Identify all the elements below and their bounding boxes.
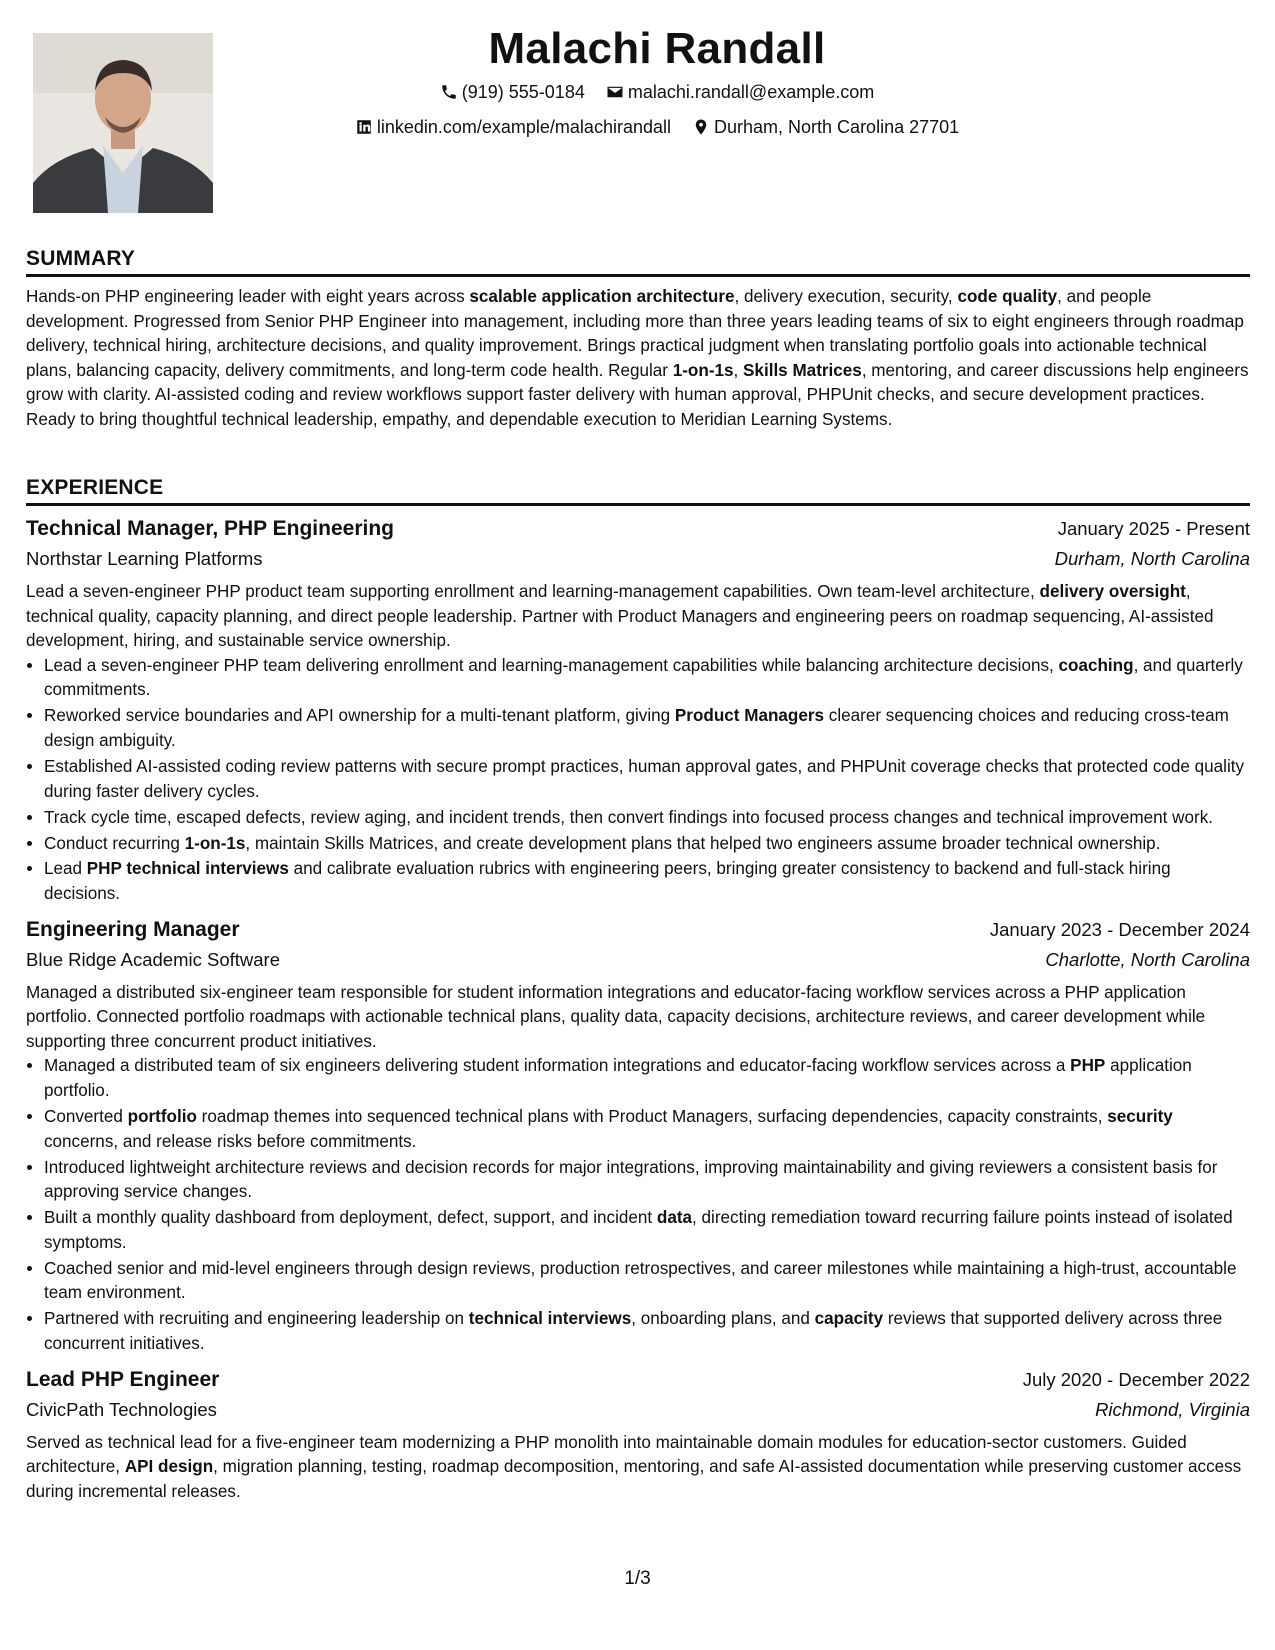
- job-title: Technical Manager, PHP Engineering: [26, 517, 394, 540]
- list-item: [44, 806, 1250, 831]
- text-run: Introduced lightweight architecture reviews and decision records for major integrations, improving maintainability and giving reviewers a consistent basis for approving service changes.: [44, 1157, 1218, 1202]
- text-run: , maintain Skills Matrices, and create development plans that helped two engineers assume broader technical ownership.: [245, 833, 1161, 853]
- text-run: Reworked service boundaries and API ownership for a multi-tenant platform, giving: [44, 706, 675, 726]
- emphasis-text: scalable application architecture: [469, 287, 735, 306]
- text-run: application portfolio.: [44, 1056, 1192, 1101]
- job-description: [26, 580, 1250, 654]
- summary-section: [26, 245, 1250, 433]
- text-run: Served as technical lead for a five-engineer team modernizing a PHP monolith into maintainable domain modules for education-sector customers. Guided architecture,: [26, 1432, 1187, 1477]
- emphasis-text: portfolio: [127, 1107, 197, 1127]
- emphasis-text: data: [656, 1208, 693, 1228]
- job-title-row: [26, 915, 1250, 945]
- job-bullet-list: [26, 1054, 1250, 1356]
- job-company: Northstar Learning Platforms: [26, 548, 263, 569]
- emphasis-text: code quality: [957, 287, 1058, 306]
- emphasis-text: security: [1107, 1107, 1173, 1127]
- job-company: CivicPath Technologies: [26, 1398, 217, 1420]
- text-run: Converted: [44, 1107, 128, 1127]
- contact-line-1: [64, 76, 1250, 111]
- text-run: Built a monthly quality dashboard from deployment, defect, support, and incident: [44, 1208, 657, 1228]
- text-run: Lead a seven-engineer PHP product team supporting enrollment and learning-management capabilities. Own team-level architecture,: [26, 582, 1040, 601]
- job-description: [26, 981, 1250, 1055]
- list-item: [44, 704, 1250, 753]
- text-run: clearer sequencing choices and reducing cross-team design ambiguity.: [44, 706, 1229, 750]
- list-item: [44, 857, 1250, 906]
- text-run: , delivery execution, security,: [734, 287, 958, 306]
- summary-heading: SUMMARY: [26, 245, 1250, 277]
- text-run: Lead a seven-engineer PHP team delivering enrollment and learning-management capabilities while balancing architecture decisions,: [44, 655, 1059, 675]
- job-company-row: [26, 544, 1250, 574]
- emphasis-text: technical interviews: [468, 1309, 632, 1329]
- text-run: , migration planning, testing, roadmap decomposition, mentoring, and safe AI-assisted documentation while preserving customer access during incremental releases.: [26, 1457, 1242, 1501]
- resume-header: [26, 22, 1250, 146]
- emphasis-text: 1-on-1s: [672, 360, 734, 380]
- job-list: [26, 514, 1250, 1504]
- phone-icon: [440, 83, 458, 101]
- text-run: reviews that supported delivery across three concurrent initiatives.: [44, 1309, 1223, 1353]
- email-link[interactable]: malachi.randall@example.com: [627, 82, 875, 102]
- job-location: Durham, North Carolina: [1054, 548, 1250, 569]
- job-entry: [26, 915, 1250, 1357]
- linkedin-icon: [355, 118, 373, 136]
- text-run: , mentoring, and career discussions help engineers grow with clarity. AI-assisted coding and review workflows support faster delivery with human approval, PHPUnit checks, and secure development practices. Ready to bring thoughtful technical leadership, empathy, and dependable execution to Meridian Learning Systems.: [26, 360, 1249, 429]
- linkedin-item[interactable]: [355, 111, 671, 143]
- job-company-row: [26, 945, 1250, 975]
- envelope-icon: [606, 83, 624, 101]
- text-run: Partnered with recruiting and engineering leadership on: [44, 1309, 469, 1329]
- emphasis-text: Skills Matrices: [743, 360, 862, 380]
- list-item: [44, 1257, 1250, 1306]
- emphasis-text: PHP: [1070, 1056, 1106, 1076]
- text-run: Managed a distributed team of six engineers delivering student information integrations and educator-facing workflow services across a: [44, 1056, 1071, 1076]
- job-title: Lead PHP Engineer: [26, 1367, 220, 1391]
- job-title-row: [26, 1365, 1250, 1395]
- job-location: Richmond, Virginia: [1095, 1398, 1250, 1420]
- emphasis-text: PHP technical interviews: [86, 859, 289, 879]
- emphasis-text: delivery oversight: [1039, 582, 1186, 601]
- location-item: [692, 111, 959, 143]
- emphasis-text: capacity: [814, 1309, 884, 1329]
- text-run: and calibrate evaluation rubrics with engineering peers, bringing greater consistency to backend and full-stack hiring decisions.: [44, 859, 1171, 904]
- job-dates: January 2025 - Present: [1057, 518, 1250, 539]
- linkedin-link[interactable]: linkedin.com/example/malachirandall: [376, 117, 671, 137]
- list-item: [44, 1105, 1250, 1154]
- emphasis-text: coaching: [1058, 655, 1134, 675]
- text-run: Established AI-assisted coding review patterns with secure prompt practices, human approval gates, and PHPUnit coverage checks that protected code quality during faster delivery cycles.: [44, 756, 1245, 801]
- phone-number: (919) 555-0184: [461, 82, 585, 102]
- list-item: [44, 832, 1250, 857]
- job-entry: [26, 514, 1250, 907]
- job-entry: [26, 1365, 1250, 1505]
- job-location: Charlotte, North Carolina: [1045, 948, 1250, 970]
- text-run: Lead: [44, 859, 87, 879]
- list-item: [44, 1307, 1250, 1356]
- experience-section: [26, 474, 1250, 1504]
- experience-heading: EXPERIENCE: [26, 474, 1250, 506]
- text-run: , onboarding plans, and: [631, 1309, 815, 1329]
- text-run: Conduct recurring: [44, 833, 185, 853]
- email-item[interactable]: [606, 76, 874, 108]
- emphasis-text: API design: [124, 1457, 214, 1477]
- job-dates: July 2020 - December 2022: [1022, 1368, 1250, 1390]
- text-run: concerns, and release risks before commitments.: [44, 1131, 417, 1151]
- list-item: [44, 1054, 1250, 1103]
- text-run: Hands-on PHP engineering leader with eight years across: [26, 287, 470, 306]
- map-pin-icon: [692, 118, 710, 136]
- text-run: Track cycle time, escaped defects, review aging, and incident trends, then convert findings into focused process changes and technical improvement work.: [44, 807, 1214, 827]
- page-number: 1/3: [624, 1568, 651, 1589]
- list-item: [44, 654, 1250, 703]
- emphasis-text: 1-on-1s: [184, 833, 246, 853]
- emphasis-text: Product Managers: [674, 706, 825, 726]
- text-run: ,: [733, 360, 744, 380]
- job-bullet-list: [26, 654, 1250, 907]
- job-company-row: [26, 1395, 1250, 1425]
- job-dates: January 2023 - December 2024: [989, 918, 1250, 940]
- text-run: roadmap themes into sequenced technical plans with Product Managers, surfacing dependencies, capacity constraints,: [196, 1107, 1108, 1127]
- job-description: [26, 1431, 1250, 1505]
- location-text: Durham, North Carolina 27701: [714, 117, 960, 137]
- text-run: , technical quality, capacity planning, and direct people leadership. Partner with Product Managers and engineering peers on roadmap sequencing, AI-assisted development, hiring, and sustainable service ownership.: [26, 582, 1214, 651]
- job-company: Blue Ridge Academic Software: [26, 948, 280, 970]
- summary-text: [26, 285, 1250, 433]
- text-run: Managed a distributed six-engineer team responsible for student information integrations and educator-facing workflow services across a PHP application portfolio. Connected portfolio roadmaps with actionable technical plans, quality data, capacity decisions, architecture reviews, and career development while supporting three concurrent product initiatives.: [26, 982, 1206, 1051]
- list-item: [44, 1156, 1250, 1205]
- job-title-row: [26, 514, 1250, 544]
- text-run: , and quarterly commitments.: [44, 655, 1243, 700]
- text-run: , directing remediation toward recurring failure points instead of isolated symptoms.: [44, 1208, 1233, 1252]
- contact-line-2: [64, 111, 1250, 146]
- text-run: , and people development. Progressed from Senior PHP Engineer into management, including more than three years leading teams of six to eight engineers through roadmap delivery, technical hiring, architecture decisions, and quality improvement. Brings practical judgment when translating portfolio goals into actionable technical plans, balancing capacity, delivery commitments, and long-term code health. Regular: [26, 287, 1244, 380]
- job-title: Engineering Manager: [26, 917, 240, 941]
- list-item: [44, 755, 1250, 804]
- list-item: [44, 1206, 1250, 1255]
- text-run: Coached senior and mid-level engineers through design reviews, production retrospectives, and career milestones while maintaining a high-trust, accountable team environment.: [44, 1258, 1237, 1303]
- phone-item: [440, 76, 585, 108]
- candidate-name: Malachi Randall: [488, 24, 826, 73]
